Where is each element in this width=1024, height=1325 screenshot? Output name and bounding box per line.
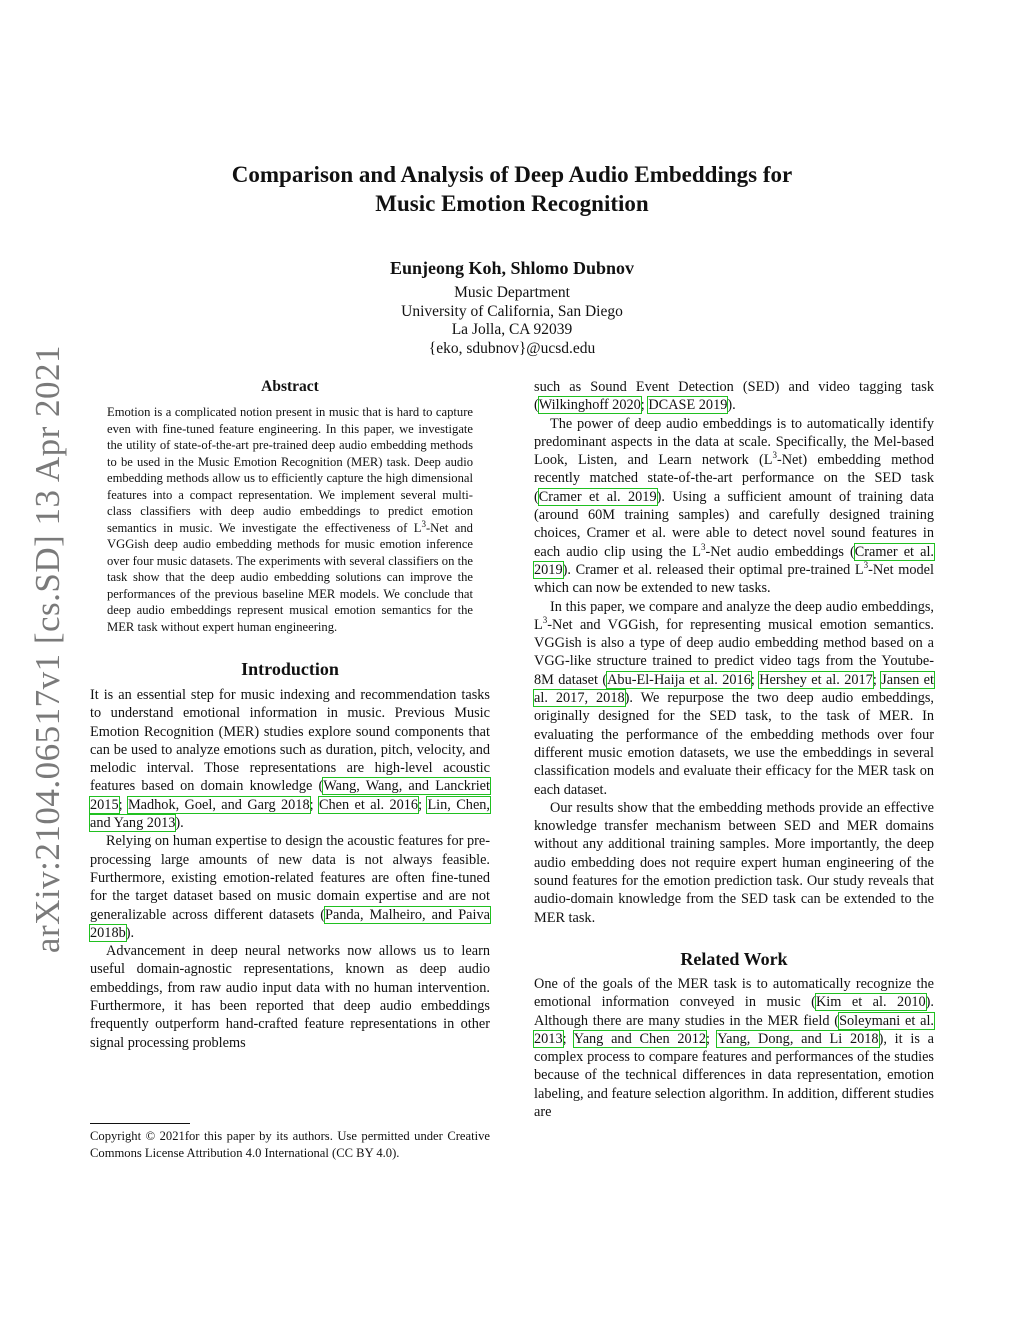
- citation-link[interactable]: Cramer et al. 2019: [534, 543, 934, 578]
- abstract: [107, 378, 473, 635]
- citation-link[interactable]: Chen et al. 2016: [318, 796, 419, 813]
- citation-link[interactable]: Wang, Wang, and Lanckriet 2015: [90, 778, 491, 813]
- introduction-heading: Introduction: [241, 659, 339, 679]
- citation-link[interactable]: Soleymani et al. 2013: [534, 1012, 935, 1047]
- paper-title: [0, 160, 1024, 218]
- citation-link[interactable]: Kim et al. 2010: [815, 994, 926, 1011]
- citation-link[interactable]: Madhok, Goel, and Garg 2018: [127, 796, 310, 813]
- introduction-paragraph-1: It is an essential step for music indexing and recommendation tasks to understand emotional information in music. Previous Music Emotion Recognition (MER) studies explore sound components that can be used to analyze emotions such as duration, pitch, velocity, and melodic interval. Those representations are high-level acoustic features based on domain knowledge (Wang, Wang, and Lanckriet 2015; Madhok, Goel, and Garg 2018; Chen et al. 2016; Lin, Chen, and Yang 2013).: [90, 687, 491, 832]
- citation-link[interactable]: DCASE 2019: [648, 397, 728, 414]
- author-names: Eunjeong Koh, Shlomo Dubnov: [389, 258, 635, 278]
- continued-paragraph: such as Sound Event Detection (SED) and video tagging task (Wilkinghoff 2020; DCASE 2019).: [534, 379, 934, 414]
- title-line-2: Music Emotion Recognition: [375, 191, 649, 216]
- results-paragraph: Our results show that the embedding methods provide an effective knowledge transfer mechanism between SED and MER domains without any additional training samples. More importantly, the deep audio embedding does not require expert human engineering of the sound features for the emotion prediction task. Our study reveals that audio-domain knowledge from the SED task can be extended to the MER task.: [534, 799, 934, 926]
- related-work-heading: Related Work: [680, 948, 788, 969]
- author-affiliation: [0, 284, 1024, 358]
- email: {eko, sdubnov}@ucsd.edu: [428, 339, 596, 357]
- left-column: [90, 378, 490, 1052]
- location: La Jolla, CA 92039: [451, 321, 573, 338]
- citation-link[interactable]: Panda, Malheiro, and Paiva 2018b: [90, 906, 490, 941]
- citation-link[interactable]: Yang and Chen 2012: [573, 1030, 706, 1047]
- citation-link[interactable]: Yang, Dong, and Li 2018: [717, 1030, 879, 1047]
- citation-link[interactable]: Cramer et al. 2019: [538, 488, 657, 505]
- title-line-1: Comparison and Analysis of Deep Audio Embeddings for: [231, 162, 793, 187]
- citation-link[interactable]: Wilkinghoff 2020: [538, 397, 641, 414]
- department: Music Department: [454, 284, 570, 301]
- right-column: [534, 378, 934, 1121]
- abstract-heading: Abstract: [261, 378, 319, 395]
- university: University of California, San Diego: [401, 302, 623, 320]
- copyright-footnote: Copyright © 2021for this paper by its authors. Use permitted under Creative Commons License Attribution 4.0 International (CC BY 4.0).: [90, 1129, 490, 1160]
- embeddings-paragraph: The power of deep audio embeddings is to automatically identify predominant aspects in the data at scale. Specifically, the Mel-based Look, Listen, and Learn network $(L^3-Net)$ embedding method recently matched state-of-the-art performance on the SED task (Cramer et al. 2019). Using a sufficient amount of training data (around 60M training samples) and carefully designed training choices, Cramer et al. were able to detect novel sound features in each audio clip using the $L^3$-Net audio embeddings (Cramer et al. 2019). Cramer et al. released their optimal pre-trained $L^3$-Net model which can now be extended to new tasks.: [534, 415, 934, 597]
- citation-link[interactable]: Jansen et al. 2017, 2018: [534, 671, 934, 707]
- citation-link[interactable]: Hershey et al. 2017: [759, 671, 873, 688]
- arxiv-identifier: arXiv:2104.06517v1 [cs.SD] 13 Apr 2021: [28, 344, 67, 954]
- introduction-paragraph-2: Relying on human expertise to design the acoustic features for pre-processing large amounts of new data is not always feasible. Furthermore, existing emotion-related features are often fine-tuned for the target dataset based on music domain expertise and are not generalizable across different datasets (Panda, Malheiro, and Paiva 2018b).: [90, 833, 490, 941]
- footnote-rule: [90, 1123, 190, 1124]
- related-work-paragraph: One of the goals of the MER task is to automatically recognize the emotional information conveyed in music (Kim et al. 2010). Although there are many studies in the MER field (Soleymani et al. 2013; Yang and Chen 2012; Yang, Dong, and Li 2018), it is a complex process to compare features and performances of the studies because of the technical differences in data representation, emotion labeling, and feature selection algorithm. In addition, different studies are: [534, 975, 935, 1120]
- citation-link[interactable]: Lin, Chen, and Yang 2013: [90, 796, 491, 832]
- abstract-text: Emotion is a complicated notion present in music that is hard to capture even with fine-tuned feature engineering. In this paper, we investigate the utility of state-of-the-art pre-trained deep audio embedding methods to be used in the Music Emotion Recognition (MER) task. Deep audio embedding methods allow us to efficiently capture the high dimensional features into a compact representation. We implement several multi-class classifiers with deep audio embeddings to predict emotion semantics in music. We investigate the effectiveness of $L^3$-Net and VGGish deep audio embedding methods for music emotion inference over four music datasets. The experiments with several classifiers on the task show that the deep audio embedding solutions can improve the performances of the previous baseline MER models. We conclude that deep audio embeddings represent musical emotion semantics for the MER task without expert human engineering.: [107, 405, 473, 634]
- this-paper-paragraph: In this paper, we compare and analyze the deep audio embeddings, $L^3$-Net and VGGish, for representing musical emotion semantics. VGGish is also a type of deep audio embedding method based on a VGG-like structure trained to predict video tags from the Youtube-8M dataset (Abu-El-Haija et al. 2016; Hershey et al. 2017; Jansen et al. 2017, 2018). We repurpose the two deep audio embeddings, originally designed for the SED task, to the task of MER. In evaluating the performance of the embedding methods over four different music emotion datasets, we use the embeddings in several classification models and evaluate their efficacy for the MER task on each dataset.: [534, 598, 934, 798]
- citation-link[interactable]: Abu-El-Haija et al. 2016: [607, 671, 751, 688]
- introduction-paragraph-3: Advancement in deep neural networks now allows us to learn useful domain-agnostic representations, known as deep audio embeddings, from raw audio input data with no human intervention. Furthermore, it has been reported that deep audio embeddings frequently outperform hand-crafted feature representations in other signal processing problems: [90, 943, 490, 1051]
